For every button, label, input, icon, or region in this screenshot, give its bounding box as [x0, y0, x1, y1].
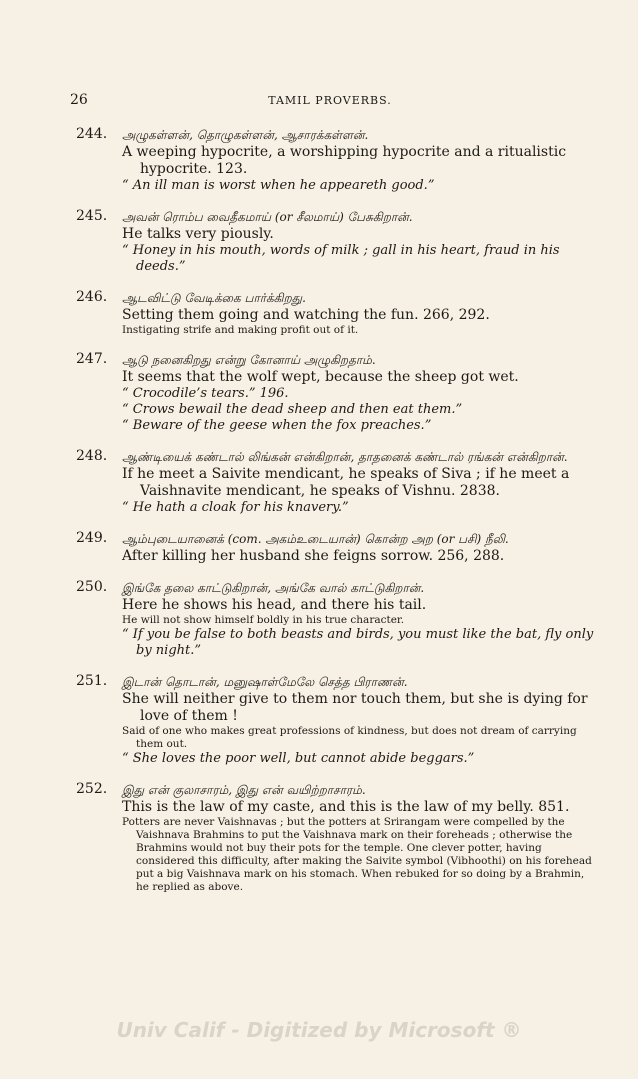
english-translation: A weeping hypocrite, a worshipping hypocrite and a ritualistic hypocrite. 123. — [122, 144, 567, 177]
explanatory-note: Said of one who makes great professions of kindness, but does not dream of carrying them out. — [122, 725, 577, 750]
tamil-proverb: இங்கே தலை காட்டுகிறான், அங்கே வால் காட்டுகிறான். — [122, 581, 425, 595]
english-parallel: “ Honey in his mouth, words of milk ; gall in his heart, fraud in his deeds.” — [122, 243, 560, 274]
page-number: 26 — [70, 92, 88, 108]
running-title: TAMIL PROVERBS. — [268, 94, 392, 107]
english-translation: If he meet a Saivite mendicant, he speaks of Siva ; if he meet a Vaishnavite mendicant, he speaks of Vishnu. 2838. — [122, 466, 570, 499]
entry-number: 246. — [76, 289, 108, 305]
tamil-proverb: ஆடவிட்டு வேடிக்கை பார்க்கிறது. — [122, 291, 306, 305]
tamil-proverb: இது என் குலாசாரம், இது என் வயிற்றாசாரம். — [122, 783, 366, 797]
proverb-list — [76, 126, 596, 908]
explanatory-note: Instigating strife and making profit out of it. — [122, 324, 359, 336]
english-parallel: “ Beware of the geese when the fox preaches.” — [122, 418, 432, 433]
proverb-entry — [76, 289, 596, 337]
proverb-entry — [76, 579, 596, 659]
proverb-entry — [76, 673, 596, 767]
entry-number: 250. — [76, 579, 108, 595]
entry-number: 251. — [76, 673, 108, 689]
english-parallel: “ If you be false to both beasts and birds, you must like the bat, fly only by night.” — [122, 627, 594, 658]
english-translation: This is the law of my caste, and this is the law of my belly. 851. — [122, 799, 570, 815]
entry-number: 247. — [76, 351, 108, 367]
english-translation: She will neither give to them nor touch them, but she is dying for love of them ! — [122, 691, 588, 724]
proverb-entry — [76, 126, 596, 194]
english-translation: Setting them going and watching the fun. 266, 292. — [122, 307, 490, 323]
english-parallel: “ An ill man is worst when he appeareth good.” — [122, 178, 435, 193]
proverb-entry — [76, 351, 596, 434]
tamil-proverb: ஆம்புடையானைக் (com. அகம்உடையான்) கொன்ற அற (or பசி) நீலி. — [122, 532, 509, 546]
proverb-entry — [76, 781, 596, 894]
explanatory-note: He will not show himself boldly in his true character. — [122, 614, 405, 626]
tamil-proverb: அவன் ரொம்ப வைதீகமாய் (or சீலமாய்) பேசுகிறான். — [122, 210, 413, 224]
entry-number: 244. — [76, 126, 108, 142]
english-translation: He talks very piously. — [122, 226, 274, 242]
digitization-watermark: Univ Calif - Digitized by Microsoft ® — [116, 1018, 522, 1042]
english-parallel: “ Crows bewail the dead sheep and then eat them.” — [122, 402, 463, 417]
english-translation: After killing her husband she feigns sorrow. 256, 288. — [122, 548, 505, 564]
english-parallel: “ He hath a cloak for his knavery.” — [122, 500, 349, 515]
tamil-proverb: இடான் தொடான், மனுஷாள்மேலே செத்த பிராணன். — [122, 675, 408, 689]
tamil-proverb: அழுகள்ளன், தொழுகள்ளன், ஆசாரக்கள்ளன். — [122, 128, 369, 142]
entry-number: 249. — [76, 530, 108, 546]
english-parallel: “ Crocodile’s tears.” 196. — [122, 386, 289, 401]
entry-number: 248. — [76, 448, 108, 464]
entry-number: 252. — [76, 781, 108, 797]
entry-number: 245. — [76, 208, 108, 224]
proverb-entry — [76, 448, 596, 516]
english-translation: Here he shows his head, and there his tail. — [122, 597, 427, 613]
tamil-proverb: ஆண்டியைக் கண்டால் லிங்கன் என்கிறான், தாதனைக் கண்டால் ரங்கன் என்கிறான். — [122, 450, 568, 464]
english-parallel: “ She loves the poor well, but cannot abide beggars.” — [122, 751, 475, 766]
english-translation: It seems that the wolf wept, because the sheep got wet. — [122, 369, 519, 385]
proverb-entry — [76, 530, 596, 565]
explanatory-note: Potters are never Vaishnavas ; but the potters at Srirangam were compelled by the Vaishnava Brahmins to put the Vaishnava mark on their foreheads ; otherwise the Brahmins would not buy their pots for the temple. One clever potter, having considered this difficulty, after making the Saivite symbol (Vibhoothi) on his forehead put a big Vaishnava mark on his stomach. When rebuked for so doing by a Brahmin, he replied as above. — [122, 816, 592, 893]
tamil-proverb: ஆடு நனைகிறது என்று கோனாய் அழுகிறதாம். — [122, 353, 376, 367]
proverb-entry — [76, 208, 596, 275]
